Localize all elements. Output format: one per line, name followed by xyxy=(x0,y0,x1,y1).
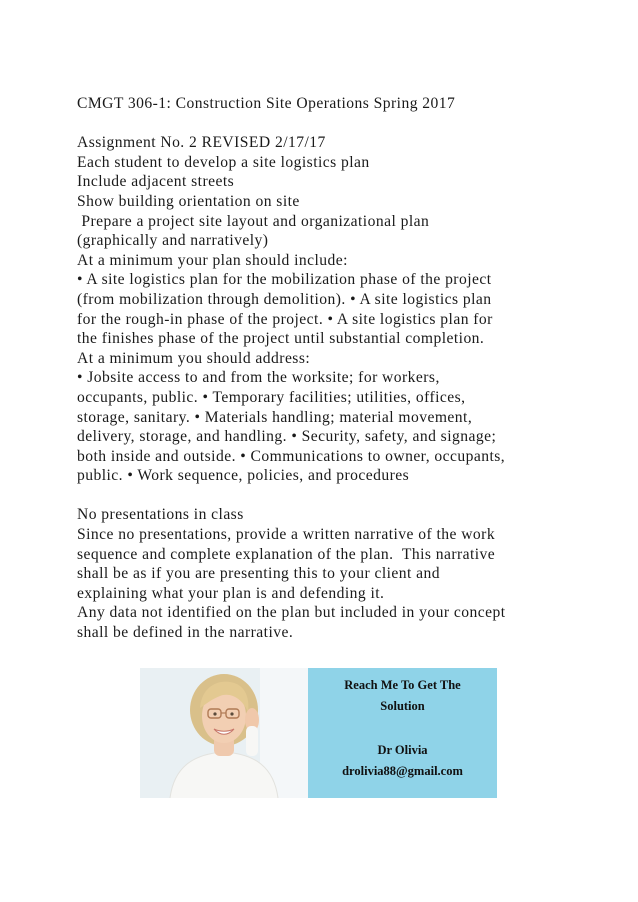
text-line: the finishes phase of the project until substantial completion. xyxy=(77,330,485,348)
contact-info-panel xyxy=(308,668,497,798)
text-line: occupants, public. • Temporary facilities; utilities, offices, xyxy=(77,388,466,406)
text-line: Prepare a project site layout and organizational plan xyxy=(77,212,430,230)
ad-headline: Reach Me To Get The xyxy=(344,678,461,692)
contact-name: Dr Olivia xyxy=(377,743,428,757)
text-line: Assignment No. 2 REVISED 2/17/17 xyxy=(77,134,326,152)
text-line: storage, sanitary. • Materials handling; material movement, xyxy=(77,408,473,426)
text-line: Include adjacent streets xyxy=(77,173,235,191)
text-line: delivery, storage, and handling. • Security, safety, and signage; xyxy=(77,428,497,446)
text-line: Each student to develop a site logistics plan xyxy=(77,153,370,171)
assignment-section xyxy=(77,133,577,486)
paragraph-gap xyxy=(77,114,577,134)
contact-email: drolivia88@gmail.com xyxy=(342,764,463,778)
portrait-illustration xyxy=(140,668,308,798)
contact-advert xyxy=(140,668,497,798)
ad-headline-2: Solution xyxy=(380,699,425,713)
text-line: At a minimum you should address: xyxy=(77,349,311,367)
document-body xyxy=(77,94,577,643)
text-line: At a minimum your plan should include: xyxy=(77,251,348,269)
text-line: (graphically and narratively) xyxy=(77,232,269,250)
text-line: Since no presentations, provide a written narrative of the work xyxy=(77,526,496,544)
text-line: shall be as if you are presenting this to your client and xyxy=(77,565,440,583)
text-line: sequence and complete explanation of the plan. This narrative xyxy=(77,545,496,563)
text-line: (from mobilization through demolition). • A site logistics plan xyxy=(77,290,492,308)
text-line: • A site logistics plan for the mobilization phase of the project xyxy=(77,271,492,289)
text-line: No presentations in class xyxy=(77,506,244,524)
text-line: both inside and outside. • Communications to owner, occupants, xyxy=(77,447,506,465)
text-line: Show building orientation on site xyxy=(77,192,300,210)
text-line: public. • Work sequence, policies, and procedures xyxy=(77,467,410,485)
narrative-section xyxy=(77,505,577,642)
text-line: shall be defined in the narrative. xyxy=(77,624,294,642)
document-title: CMGT 306-1: Construction Site Operations Spring 2017 xyxy=(77,95,456,112)
text-line: for the rough-in phase of the project. • A site logistics plan for xyxy=(77,310,493,328)
paragraph-gap xyxy=(77,486,577,506)
text-line: Any data not identified on the plan but included in your concept xyxy=(77,604,506,622)
woman-portrait-image xyxy=(140,668,308,798)
text-line: explaining what your plan is and defending it. xyxy=(77,584,385,602)
text-line: • Jobsite access to and from the worksite; for workers, xyxy=(77,369,440,387)
